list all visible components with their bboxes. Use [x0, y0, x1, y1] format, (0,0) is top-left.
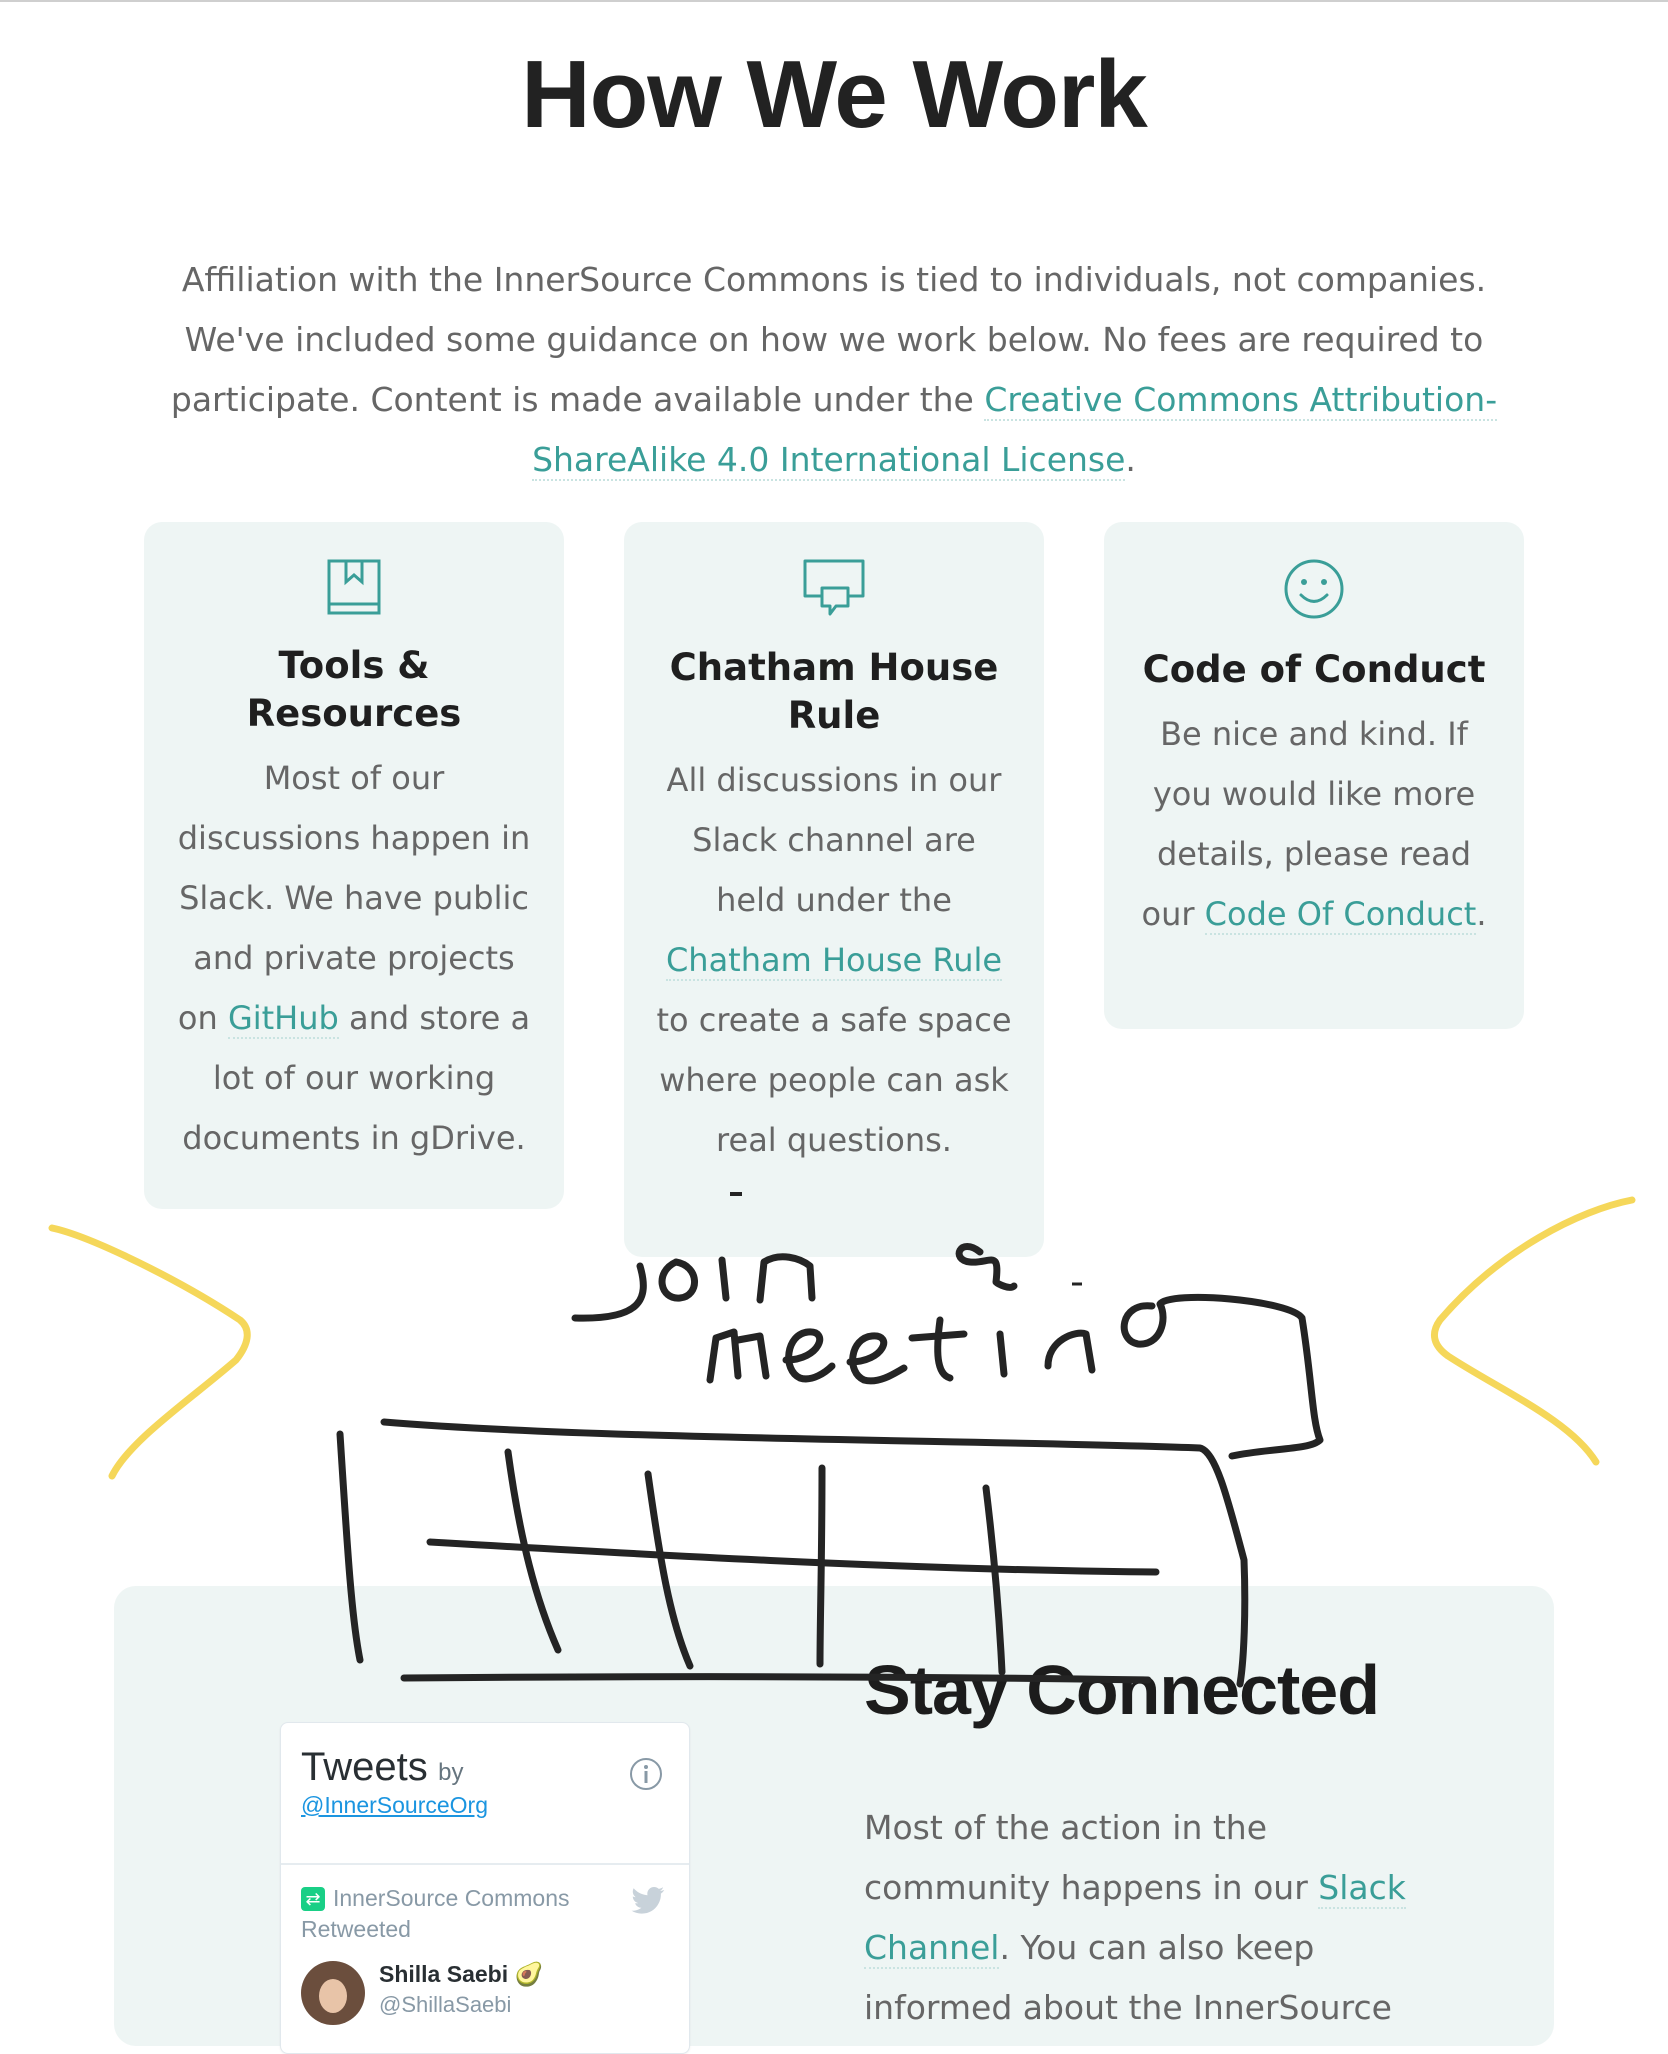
retweet-line	[301, 1885, 669, 1912]
card-tools-resources	[144, 522, 564, 1209]
author-name-text: Shilla Saebi	[379, 1961, 509, 1987]
tweets-by: by	[438, 1759, 464, 1786]
stay-text-part: . You can also keep informed about the InnerSource	[864, 1928, 1392, 2027]
card-chatham-house	[624, 522, 1044, 1257]
card-code-of-conduct	[1104, 522, 1524, 1029]
license-link[interactable]: Creative Commons Attribution-ShareAlike 4.0 International License	[532, 380, 1498, 479]
card-text-part: All discussions in our Slack channel are held under the	[666, 761, 1002, 919]
yellow-chevron-right-icon	[1434, 1200, 1632, 1462]
twitter-timeline-widget[interactable]	[280, 1722, 690, 2054]
card-title: Chatham House Rule	[669, 646, 999, 737]
intro-text: Affiliation with the InnerSource Commons is tied to individuals, not companies. We've included some guidance on how we work below. No fees are required to participate. Content is made available under the	[170, 260, 1487, 419]
tweets-handle-link[interactable]: @InnerSourceOrg	[301, 1792, 488, 1818]
tweets-header	[281, 1723, 689, 1865]
author-name[interactable]	[379, 1961, 543, 1988]
tweet-item[interactable]	[281, 1865, 689, 2045]
card-text-part: Be nice and kind. If you would like more details, please read our	[1141, 715, 1476, 933]
intro-end: .	[1125, 440, 1136, 479]
stay-connected-text	[864, 1798, 1424, 2038]
retweeted-label: Retweeted	[301, 1916, 411, 1942]
author-handle[interactable]: @ShillaSaebi	[379, 1992, 512, 2017]
tweet-author	[301, 1961, 669, 2025]
card-text-part: Most of our discussions happen in Slack. We have public and private projects on	[177, 759, 531, 1037]
top-divider	[0, 0, 1668, 2]
stay-connected-title: Stay Connected	[864, 1651, 1379, 1729]
card-text	[654, 750, 1014, 1170]
slack-channel-link[interactable]: Slack Channel	[864, 1868, 1406, 1967]
stay-text-part: Most of the action in the community happens in our	[864, 1808, 1319, 1907]
yellow-chevron-left-icon	[52, 1228, 247, 1476]
card-text	[174, 748, 534, 1168]
twitter-bird-icon[interactable]	[631, 1887, 665, 1915]
avatar[interactable]	[301, 1961, 365, 2025]
github-link[interactable]: GitHub	[227, 999, 339, 1037]
card-text-part: and store a lot of our working documents in gDrive.	[182, 999, 531, 1157]
code-of-conduct-link[interactable]: Code Of Conduct	[1204, 895, 1477, 933]
chatham-house-rule-link[interactable]: Chatham House Rule	[665, 941, 1003, 979]
retweeter-name: InnerSource Commons	[333, 1885, 570, 1911]
page-title: How We Work	[521, 41, 1147, 148]
avocado-emoji-icon: 🥑	[514, 1961, 544, 1987]
card-text	[1134, 704, 1494, 944]
bookmark-icon	[326, 558, 382, 616]
tweets-title: Tweets	[301, 1745, 428, 1789]
card-title: Tools & Resources	[246, 644, 462, 735]
card-text-part: .	[1476, 895, 1487, 933]
intro-paragraph	[170, 250, 1498, 490]
info-icon[interactable]	[629, 1757, 663, 1791]
retweet-icon: ⇄	[301, 1887, 325, 1911]
card-title: Code of Conduct	[1142, 648, 1486, 691]
chat-bubbles-icon	[802, 558, 866, 618]
card-text-part: to create a safe space where people can ask real questions.	[656, 1001, 1012, 1159]
smiley-icon	[1283, 558, 1345, 620]
